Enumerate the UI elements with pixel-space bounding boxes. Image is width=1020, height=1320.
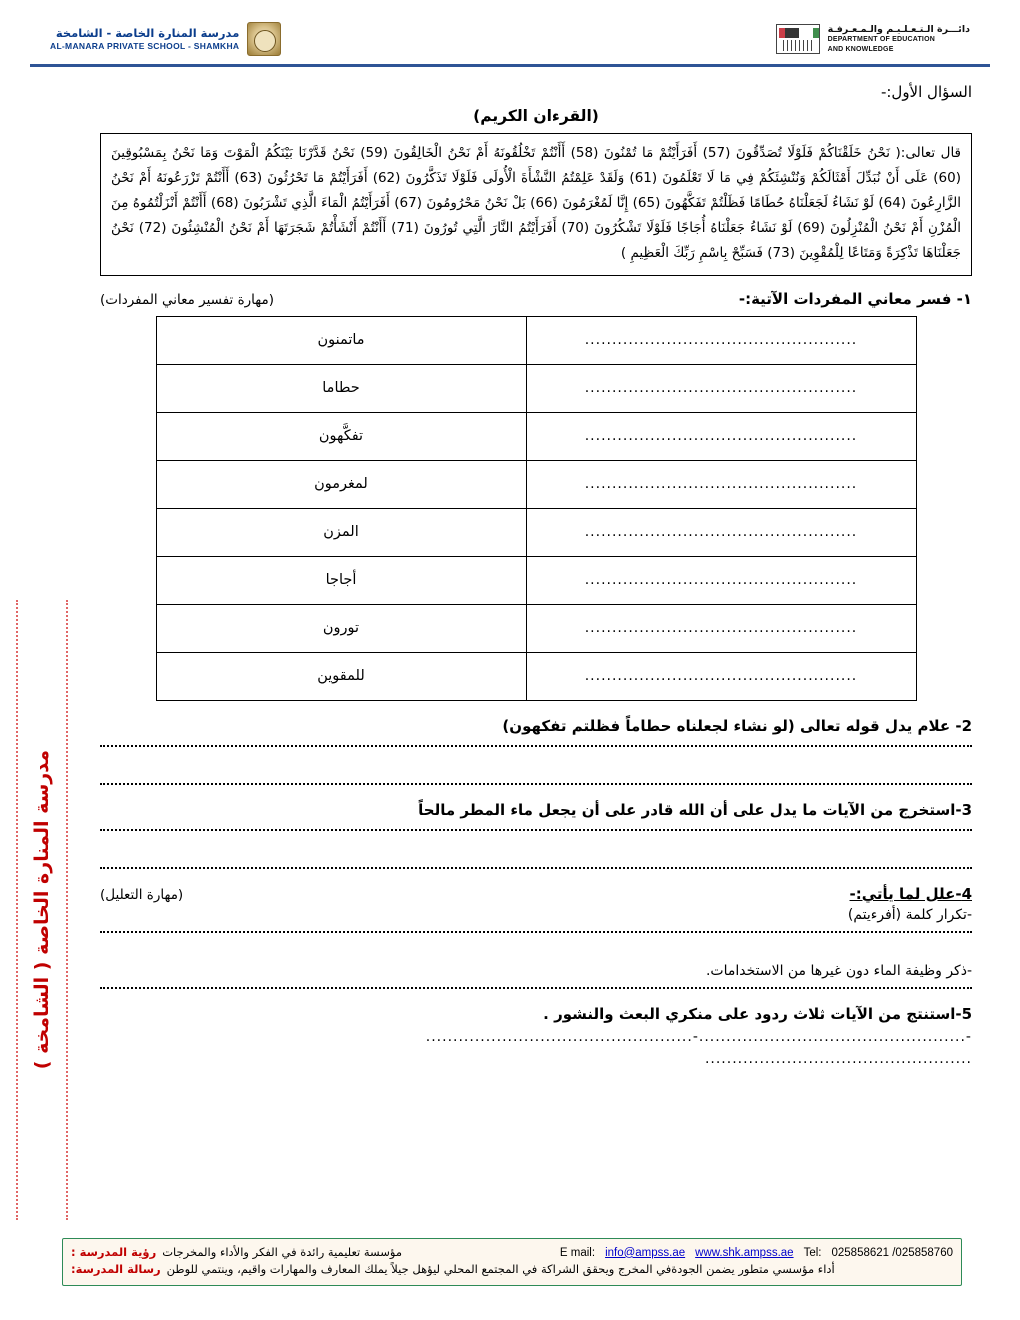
q4-label: 4-علل لما يأتي:- (849, 884, 972, 903)
footer-vision (71, 1244, 402, 1261)
document-header (30, 18, 990, 58)
q1-skill-note: (مهارة تفسير معاني المفردات) (100, 291, 275, 308)
website-link[interactable]: www.shk.ampss.ae (695, 1246, 794, 1259)
table-row (156, 364, 916, 412)
email-label: E mail: (559, 1246, 596, 1259)
question-five (100, 1005, 972, 1067)
q5-answer-line-1[interactable]: -.................................................-................................................. (425, 1028, 972, 1045)
answer-cell[interactable]: .................................................. (526, 364, 916, 412)
q5-answer-line-2[interactable]: ................................................. (704, 1050, 972, 1067)
vocab-word: لمغرمون (156, 460, 526, 508)
question-three (100, 801, 972, 869)
vocab-word: حطاما (156, 364, 526, 412)
table-row (156, 316, 916, 364)
department-identity (776, 24, 970, 54)
footer-mission (71, 1261, 953, 1278)
footer-mission-key: رسالة المدرسة: (71, 1262, 161, 1277)
vocab-word: المزن (156, 508, 526, 556)
answer-line[interactable] (100, 783, 972, 785)
footer-vision-key: رؤية المدرسة : (71, 1245, 157, 1259)
quran-verses-box: قال تعالى:( نَحْنُ خَلَقْنَاكُمْ فَلَوْلَا تُصَدِّقُونَ (57) أَفَرَأَيْتُمْ مَا تُمْنُونَ (58) أَأَنْتُمْ تَخْلُقُونَهُ أَمْ نَحْنُ الْخَالِقُونَ (59) نَحْنُ قَدَّرْنَا بَيْنَكُمُ الْمَوْتَ وَمَا نَحْنُ بِمَسْبُوقِينَ (60) عَلَى أَنْ نُبَدِّلَ أَمْثَالَكُمْ وَنُنْشِئَكُمْ فِي مَا لَا تَعْلَمُونَ (61) وَلَقَدْ عَلِمْتُمُ النَّشْأَةَ الْأُولَى فَلَوْلَا تَذَكَّرُونَ (62) أَفَرَأَيْتُمْ مَا تَحْرُثُونَ (63) أَأَنْتُمْ تَزْرَعُونَهُ أَمْ نَحْنُ الزَّارِعُونَ (64) لَوْ نَشَاءُ لَجَعَلْنَاهُ حُطَامًا فَظَلْتُمْ تَفَكَّهُونَ (65) إِنَّا لَمُغْرَمُونَ (66) بَلْ نَحْنُ مَحْرُومُونَ (67) أَفَرَأَيْتُمُ الْمَاءَ الَّذِي تَشْرَبُونَ (68) أَأَنْتُمْ أَنْزَلْتُمُوهُ مِنَ الْمُزْنِ أَمْ نَحْنُ الْمُنْزِلُونَ (69) لَوْ نَشَاءُ جَعَلْنَاهُ أُجَاجًا فَلَوْلَا تَشْكُرُونَ (70) أَفَرَأَيْتُمُ النَّارَ الَّتِي تُورُونَ (71) أَأَنْتُمْ أَنْشَأْتُمْ شَجَرَتَهَا أَمْ نَحْنُ الْمُنْشِئُونَ (72) نَحْنُ جَعَلْنَاهَا تَذْكِرَةً وَمَتَاعًا لِلْمُقْوِينَ (73) فَسَبِّحْ بِاسْمِ رَبِّكَ الْعَظِيمِ ) (100, 133, 972, 276)
vocab-word: للمقوين (156, 652, 526, 700)
vocab-word: تورون (156, 604, 526, 652)
vocabulary-table (156, 316, 917, 701)
department-name-ar: دائـــرة الـتـعـلـيـم والـمـعـرفـة (827, 23, 970, 35)
footer-mission-value: أداء مؤسسي متطور يضمن الجودةفي المخرج ويحقق الشراكة في المجتمع المحلي ليؤهل جيلاً يملك المعارف والمهارات واقيم، وينتمي للوطن (166, 1262, 835, 1277)
answer-line[interactable] (100, 867, 972, 869)
question-one-title: السؤال الأول:- (880, 83, 972, 101)
table-row (156, 412, 916, 460)
table-row (156, 460, 916, 508)
answer-cell[interactable]: .................................................. (526, 460, 916, 508)
q4-header-row (100, 885, 972, 903)
q4-item-2: -ذكر وظيفة الماء دون غيرها من الاستخدامات. (705, 962, 972, 979)
quran-section-heading: (القرءان الكريم) (473, 107, 599, 125)
q4-skill-note: (مهارة التعليل) (100, 886, 184, 903)
q2-label: 2- علام يدل قوله تعالى (لو نشاء لجعلناه حطاماً فظلتم تفكهون) (502, 716, 972, 735)
q3-label: 3-استخرج من الآيات ما يدل على أن الله قادر على أن يجعل ماء المطر مالحاً (418, 800, 972, 819)
tel-label: Tel: (803, 1246, 822, 1259)
q1-header-row (100, 290, 972, 308)
answer-cell[interactable]: .................................................. (526, 508, 916, 556)
q5-label: 5-استنتج من الآيات ثلاث ردود على منكري البعث والنشور . (543, 1004, 972, 1023)
vocab-word: أجاجا (156, 556, 526, 604)
tel-value: 025858621 /025858760 (831, 1246, 953, 1259)
table-row (156, 556, 916, 604)
side-banner-text: مدرسة المنارة الخاصة ( الشامخة ) (31, 750, 53, 1070)
school-name-en: AL-MANARA PRIVATE SCHOOL - SHAMKHA (50, 40, 240, 51)
worksheet-content (30, 67, 990, 1070)
answer-cell[interactable]: .................................................. (526, 412, 916, 460)
department-name-en-line1: DEPARTMENT OF EDUCATION (827, 36, 935, 44)
email-link[interactable]: info@ampss.ae (605, 1246, 686, 1259)
school-identity (50, 22, 281, 56)
school-name-ar: مدرسة المنارة الخاصة - الشامخة (55, 25, 240, 40)
q1-label: ١- فسر معاني المفردات الآتية:- (738, 289, 972, 308)
question-four (100, 885, 972, 989)
footer-vision-value: مؤسسة تعليمية رائدة في الفكر والأداء والمخرجات (162, 1245, 403, 1259)
department-name-en-line2: AND KNOWLEDGE (827, 45, 894, 53)
answer-line[interactable] (100, 987, 972, 989)
falcon-emblem-icon (776, 24, 820, 54)
question-two (100, 717, 972, 785)
table-row (156, 604, 916, 652)
q4-item-1: -تكرار كلمة (أفرءيتم) (847, 906, 972, 923)
table-row (156, 652, 916, 700)
document-footer (62, 1238, 962, 1286)
answer-cell[interactable]: .................................................. (526, 556, 916, 604)
answer-cell[interactable]: .................................................. (526, 652, 916, 700)
vocab-word: ماتمنون (156, 316, 526, 364)
vocab-word: تفكَّهون (156, 412, 526, 460)
table-row (156, 508, 916, 556)
answer-cell[interactable]: .................................................. (526, 316, 916, 364)
answer-cell[interactable]: .................................................. (526, 604, 916, 652)
side-banner (16, 600, 68, 1220)
footer-contact (560, 1247, 953, 1259)
school-crest-icon (247, 22, 281, 56)
